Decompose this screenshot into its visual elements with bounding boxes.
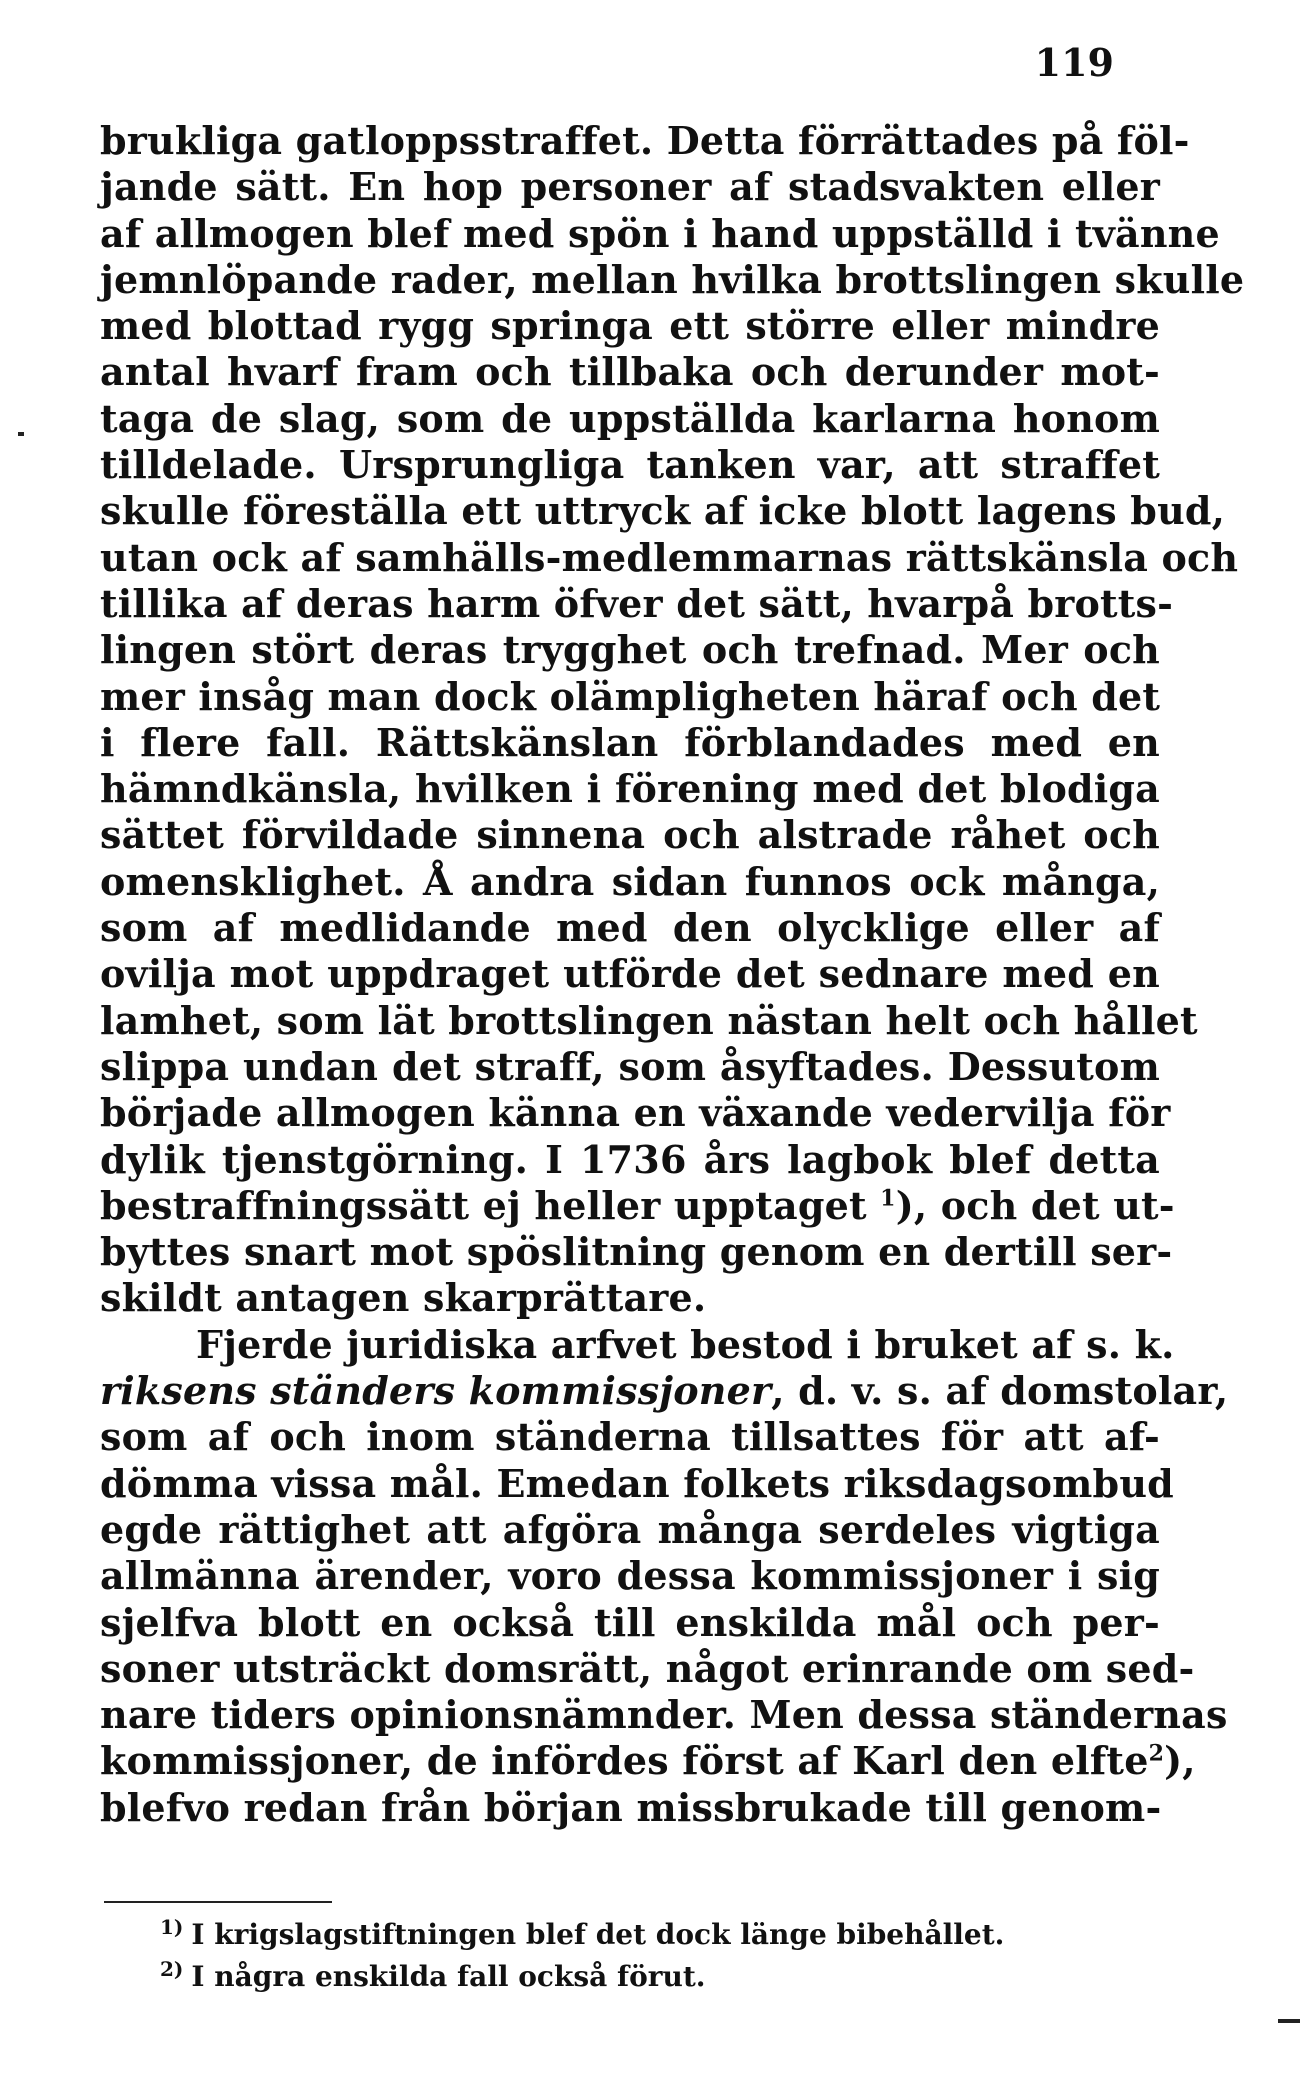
text-line: ovilja mot uppdraget utförde det sednare med en (100, 951, 1160, 997)
footnote-reference: 1 (880, 1185, 896, 1212)
footnote-divider (104, 1901, 332, 1903)
text-line: blefvo redan från början missbrukade till genom- (100, 1784, 1162, 1830)
text-line: lamhet, som lät brottslingen nästan helt och hållet (100, 997, 1198, 1043)
footnote (160, 1956, 1160, 1998)
margin-mark (1278, 2019, 1300, 2023)
text-line: dylik tjenstgörning. I 1736 års lagbok blef detta (100, 1136, 1160, 1182)
text-line: allmänna ärender, voro dessa kommissjoner i sig (100, 1553, 1160, 1599)
text-line: antal hvarf fram och tillbaka och derunder mot- (100, 349, 1160, 395)
text-line: omensklighet. Å andra sidan funnos ock många, (100, 858, 1160, 904)
footnote-reference: 2 (1148, 1740, 1165, 1767)
text-segment: ), (1164, 1738, 1196, 1784)
text-line: som af och inom ständerna tillsattes för att af- (100, 1414, 1160, 1460)
text-line: skulle föreställa ett uttryck af icke blott lagens bud, (100, 488, 1226, 534)
footnotes (160, 1914, 1160, 1998)
footnote-mark: 2) (160, 1956, 184, 1981)
text-line-footnote-ref (100, 1738, 1196, 1784)
page-number: 119 (1034, 40, 1114, 85)
italic-phrase: riksens ständers kommissjoner (100, 1368, 772, 1414)
footnote (160, 1914, 1160, 1956)
text-line: jemnlöpande rader, mellan hvilka brottslingen skulle (100, 256, 1245, 302)
text-segment: , d. v. s. af domstolar, (771, 1368, 1229, 1414)
paragraph-first-line: Fjerde juridiska arfvet bestod i bruket af s. k. (196, 1321, 1175, 1367)
text-line: började allmogen känna en växande vedervilja för (100, 1090, 1171, 1136)
text-line: som af medlidande med den olycklige eller af (100, 905, 1160, 951)
text-segment: bestraffningssätt ej heller upptaget (100, 1182, 881, 1228)
text-line-footnote-ref (100, 1182, 1175, 1229)
text-line: skildt antagen skarprättare. (100, 1275, 707, 1321)
text-segment: ), och det ut- (895, 1182, 1175, 1228)
text-line: utan ock af samhälls-medlemmarnas rättskänsla och (100, 534, 1239, 580)
text-line: egde rättighet att afgöra många serdeles vigtiga (100, 1506, 1160, 1552)
text-line: tillika af deras harm öfver det sätt, hvarpå brotts- (100, 580, 1174, 626)
text-line: byttes snart mot spöslitning genom en dertill ser- (100, 1229, 1173, 1275)
text-line: soner utsträckt domsrätt, något erinrande om sed- (100, 1645, 1195, 1691)
footnote-text: I krigslagstiftningen blef det dock länge bibehållet. (191, 1918, 1005, 1951)
footnote-mark: 1) (160, 1914, 184, 1939)
text-line: med blottad rygg springa ett större eller mindre (100, 303, 1160, 349)
text-line: hämndkänsla, hvilken i förening med det blodiga (100, 766, 1160, 812)
text-line: slippa undan det straff, som åsyftades. Dessutom (100, 1043, 1160, 1089)
text-line: sättet förvildade sinnena och alstrade råhet och (100, 812, 1160, 858)
text-line: taga de slag, som de uppställda karlarna honom (100, 395, 1160, 441)
text-segment: kommissjoner, de infördes först af Karl den elfte (100, 1738, 1149, 1784)
text-line: tilldelade. Ursprungliga tanken var, att straffet (100, 442, 1160, 488)
text-line: i flere fall. Rättskänslan förblandades med en (100, 719, 1160, 765)
text-line: sjelfva blott en också till enskilda mål och per- (100, 1599, 1160, 1645)
footnote-text: I några enskilda fall också förut. (191, 1960, 706, 1993)
text-line: dömma vissa mål. Emedan folkets riksdagsombud (100, 1460, 1174, 1506)
text-line: nare tiders opinionsnämnder. Men dessa ständernas (100, 1692, 1228, 1738)
margin-mark (18, 432, 24, 436)
text-line: af allmogen blef med spön i hand uppställd i tvänne (100, 210, 1220, 256)
text-line: brukliga gatloppsstraffet. Detta förrättades på föl- (100, 118, 1190, 163)
text-line: lingen stört deras trygghet och trefnad. Mer och (100, 627, 1160, 673)
text-line: mer insåg man dock olämpligheten häraf och det (100, 673, 1161, 719)
text-line-italic (100, 1368, 1229, 1414)
text-line: jande sätt. En hop personer af stadsvakten eller (100, 164, 1160, 210)
body-text (100, 118, 1245, 1831)
